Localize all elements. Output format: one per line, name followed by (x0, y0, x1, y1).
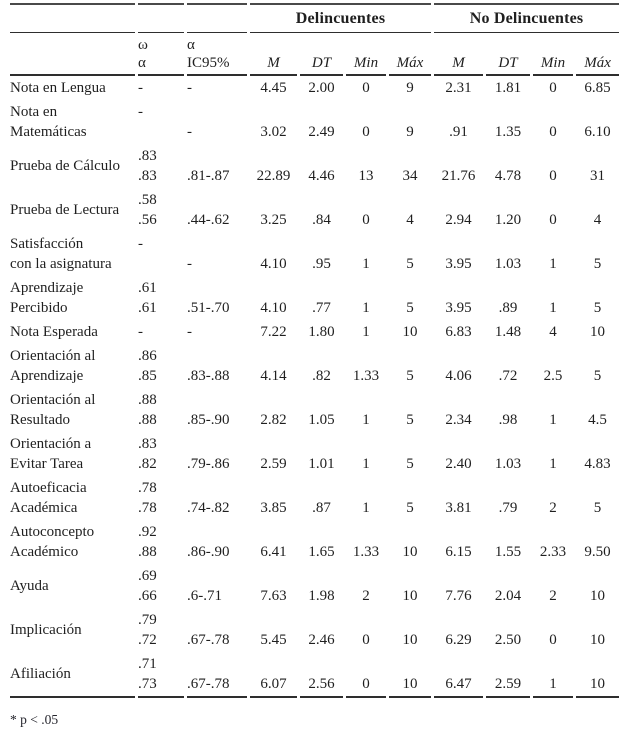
stat-cell-delincuentes: 10 (402, 632, 418, 648)
omega-alpha-cell: - (138, 236, 143, 252)
omega-alpha-cell: .83 .82 (138, 436, 157, 472)
stat-cell-delincuentes: 5 (406, 368, 414, 384)
stat-cell-delincuentes: 10 (402, 588, 418, 604)
stat-cell-no-delincuentes: 5 (593, 368, 602, 384)
stat-cell-delincuentes: 2.56 (300, 652, 343, 698)
alpha-ic95-cell: .79-.86 (187, 456, 230, 472)
stat-cell-delincuentes: 9 (406, 124, 414, 140)
stat-cell-delincuentes: 4.10 (260, 256, 287, 272)
stat-cell-delincuentes: 34 (402, 168, 418, 184)
stat-cell-no-delincuentes: 2.94 (445, 212, 472, 228)
stat-cell-no-delincuentes: .98 (498, 412, 518, 428)
omega-alpha-cell: .86 .85 (138, 348, 157, 384)
omega-alpha-cell: .78 .78 (138, 480, 157, 516)
stat-cell-delincuentes: 1.65 (308, 544, 335, 560)
omega-symbol: ω (138, 37, 148, 53)
stat-cell-delincuentes: 13 (358, 168, 374, 184)
stat-cell-no-delincuentes: 4.78 (494, 168, 522, 184)
stat-cell-delincuentes: 6.07 (250, 652, 297, 698)
stat-cell-delincuentes: 5 (406, 256, 414, 272)
stat-cell-delincuentes: .82 (312, 368, 331, 384)
table-row (10, 232, 619, 276)
stat-cell-no-delincuentes: 5 (593, 300, 602, 316)
stat-cell-no-delincuentes: 1 (549, 456, 557, 472)
stat-cell-delincuentes: .84 (312, 212, 331, 228)
stat-cell-delincuentes: 7.22 (260, 324, 287, 340)
row-label: Orientación al Aprendizaje (10, 348, 96, 384)
table-row (10, 608, 619, 652)
omega-alpha-cell: - (138, 324, 143, 340)
stat-cell-no-delincuentes: 0 (549, 124, 557, 140)
group-header-spacer (138, 3, 184, 33)
table-row (10, 388, 619, 432)
table-row (10, 652, 619, 698)
stat-cell-delincuentes: 0 (362, 632, 370, 648)
stat-cell-no-delincuentes: 1 (549, 412, 557, 428)
table-row (10, 476, 619, 520)
row-label: Nota Esperada (10, 324, 98, 340)
table-body (10, 76, 619, 698)
stat-cell-no-delincuentes: 1.81 (494, 80, 522, 96)
stat-cell-no-delincuentes: 0 (549, 212, 557, 228)
stat-cell-no-delincuentes: 10 (576, 652, 619, 698)
alpha-ic95-cell: - (187, 80, 192, 96)
group-header-delincuentes: Delincuentes (250, 3, 431, 33)
stat-cell-no-delincuentes: .72 (498, 368, 518, 384)
stat-cell-delincuentes: 0 (362, 212, 370, 228)
stat-cell-delincuentes: 4.10 (260, 300, 287, 316)
stat-cell-no-delincuentes: .91 (449, 124, 468, 140)
alpha-ic95-cell: .83-.88 (187, 368, 230, 384)
stat-cell-no-delincuentes: 2 (549, 588, 557, 604)
header-min-delincuentes: Min (346, 33, 386, 76)
alpha-symbol: α (187, 37, 195, 53)
omega-alpha-cell: .69 .66 (138, 568, 157, 604)
stat-cell-delincuentes: 1 (362, 256, 370, 272)
ic95-label: IC95% (187, 55, 230, 71)
row-label: Autoeficacia Académica (10, 480, 87, 516)
stat-cell-no-delincuentes: 6.85 (584, 80, 611, 96)
row-label: Ayuda (10, 578, 49, 594)
significance-footnote: * p < .05 (10, 712, 59, 727)
stat-cell-delincuentes: 22.89 (256, 168, 291, 184)
stat-cell-delincuentes: 5 (406, 300, 414, 316)
stat-cell-no-delincuentes: 3.95 (445, 256, 472, 272)
stat-cell-no-delincuentes: 5 (593, 256, 602, 272)
alpha-symbol: α (138, 55, 146, 71)
alpha-ic95-cell: .74-.82 (187, 500, 230, 516)
stat-cell-no-delincuentes: 21.76 (441, 168, 476, 184)
stat-cell-delincuentes: 3.25 (260, 212, 287, 228)
stat-cell-no-delincuentes: 2.50 (494, 632, 522, 648)
stat-cell-no-delincuentes: 1 (533, 652, 573, 698)
omega-alpha-cell: .79 .72 (138, 612, 157, 648)
stat-cell-no-delincuentes: 6.83 (445, 324, 472, 340)
omega-alpha-cell: .61 .61 (138, 280, 157, 316)
row-label: Nota en Lengua (10, 80, 106, 96)
stat-cell-delincuentes: 1.98 (308, 588, 335, 604)
stat-cell-no-delincuentes: 1.48 (494, 324, 522, 340)
table-row (10, 520, 619, 564)
stat-cell-no-delincuentes: 2 (549, 500, 557, 516)
stat-cell-no-delincuentes: 4 (593, 212, 602, 228)
table-row (10, 320, 619, 344)
stat-cell-delincuentes: 4.45 (260, 80, 287, 96)
header-max-delincuentes: Máx (389, 33, 431, 76)
descriptives-reliability-table (7, 3, 622, 698)
stat-cell-no-delincuentes: 10 (590, 632, 606, 648)
omega-alpha-cell: .58 .56 (138, 192, 157, 228)
stat-cell-delincuentes: 6.41 (260, 544, 287, 560)
stat-cell-delincuentes: 9 (406, 80, 414, 96)
table-row (10, 76, 619, 100)
stat-cell-delincuentes: 4.14 (260, 368, 287, 384)
row-label: Implicación (10, 622, 82, 638)
alpha-ic95-cell: .67-.78 (187, 632, 230, 648)
stat-cell-no-delincuentes: 5 (593, 500, 602, 516)
alpha-ic95-cell: .67-.78 (187, 652, 247, 698)
stat-cell-delincuentes: 0 (362, 124, 370, 140)
stat-cell-no-delincuentes: .89 (498, 300, 518, 316)
row-label: Orientación al Resultado (10, 392, 96, 428)
stat-cell-delincuentes: 0 (346, 652, 386, 698)
stat-cell-no-delincuentes: 2.31 (445, 80, 472, 96)
stat-cell-no-delincuentes: 2.34 (445, 412, 472, 428)
stat-cell-no-delincuentes: 1.20 (494, 212, 522, 228)
row-label: Autoconcepto Académico (10, 524, 95, 560)
alpha-ic95-cell: - (187, 256, 192, 272)
stat-cell-delincuentes: 5 (406, 500, 414, 516)
column-header-row (10, 33, 619, 76)
stat-cell-no-delincuentes: 2.59 (486, 652, 530, 698)
stat-cell-delincuentes: 2.59 (260, 456, 287, 472)
stat-cell-no-delincuentes: 10 (590, 324, 606, 340)
stat-cell-no-delincuentes: 2.04 (494, 588, 522, 604)
stat-cell-no-delincuentes: 7.76 (445, 588, 472, 604)
alpha-ic95-cell: .6-.71 (187, 588, 222, 604)
stat-cell-delincuentes: 1 (362, 412, 370, 428)
row-label: Afiliación (10, 652, 135, 698)
stat-cell-delincuentes: 5 (406, 412, 414, 428)
stat-cell-no-delincuentes: 6.47 (434, 652, 483, 698)
table-row (10, 100, 619, 144)
stat-cell-no-delincuentes: .79 (498, 500, 518, 516)
alpha-ic95-cell: - (187, 124, 192, 140)
stat-cell-no-delincuentes: 3.81 (445, 500, 472, 516)
stat-cell-no-delincuentes: 1.03 (494, 256, 522, 272)
table-row (10, 188, 619, 232)
stat-cell-delincuentes: .87 (312, 500, 331, 516)
stat-cell-delincuentes: 1.01 (308, 456, 335, 472)
stat-cell-delincuentes: 1 (362, 500, 370, 516)
alpha-ic95-column-header (187, 33, 247, 76)
header-max-no-delincuentes: Máx (576, 33, 619, 76)
omega-alpha-cell: .92 .88 (138, 524, 157, 560)
row-label: Nota en Matemáticas (10, 104, 87, 140)
stat-cell-no-delincuentes: 1.35 (494, 124, 522, 140)
stat-cell-no-delincuentes: 2.40 (445, 456, 472, 472)
stat-cell-delincuentes: .95 (312, 256, 331, 272)
group-header-no-delincuentes: No Delincuentes (434, 3, 619, 33)
alpha-ic95-cell: .85-.90 (187, 412, 230, 428)
stat-cell-no-delincuentes: 0 (549, 80, 557, 96)
stat-cell-no-delincuentes: 6.29 (445, 632, 472, 648)
stat-cell-delincuentes: 2.49 (308, 124, 335, 140)
stat-cell-no-delincuentes: 4.5 (588, 412, 607, 428)
stat-cell-no-delincuentes: 6.15 (445, 544, 472, 560)
stat-cell-delincuentes: 2.46 (308, 632, 335, 648)
stat-cell-delincuentes: 3.02 (260, 124, 287, 140)
stat-cell-no-delincuentes: 1 (549, 256, 557, 272)
stat-cell-no-delincuentes: 1.55 (494, 544, 522, 560)
stat-cell-no-delincuentes: 10 (590, 588, 606, 604)
stat-cell-delincuentes: 3.85 (260, 500, 287, 516)
stat-cell-delincuentes: 4.46 (308, 168, 335, 184)
stat-cell-no-delincuentes: 6.10 (584, 124, 611, 140)
stat-cell-delincuentes: 1 (362, 456, 370, 472)
stat-cell-delincuentes: 1 (362, 324, 370, 340)
omega-alpha-cell: .71 .73 (138, 652, 184, 698)
omega-alpha-cell: - (138, 80, 143, 96)
stat-cell-no-delincuentes: 4 (549, 324, 557, 340)
header-m-delincuentes: M (250, 33, 297, 76)
stat-cell-no-delincuentes: 31 (590, 168, 606, 184)
stat-cell-no-delincuentes: 4.06 (445, 368, 472, 384)
stat-cell-delincuentes: 7.63 (260, 588, 287, 604)
table-row (10, 276, 619, 320)
alpha-ic95-cell: .81-.87 (187, 168, 230, 184)
table-row (10, 564, 619, 608)
stat-cell-no-delincuentes: 0 (549, 168, 557, 184)
stat-cell-no-delincuentes: 1.03 (494, 456, 522, 472)
row-label: Prueba de Cálculo (10, 158, 120, 174)
stat-cell-no-delincuentes: 4.83 (584, 456, 611, 472)
stat-cell-delincuentes: 1.33 (352, 368, 380, 384)
header-min-no-delincuentes: Min (533, 33, 573, 76)
table-row (10, 344, 619, 388)
omega-alpha-cell: .83 .83 (138, 148, 157, 184)
stat-cell-delincuentes: 2.00 (308, 80, 335, 96)
stat-cell-delincuentes: 1.33 (352, 544, 380, 560)
alpha-ic95-cell: - (187, 324, 192, 340)
row-label: Prueba de Lectura (10, 202, 120, 218)
measure-column-header (10, 33, 135, 76)
stat-cell-no-delincuentes: 9.50 (584, 544, 611, 560)
stat-cell-delincuentes: .77 (312, 300, 331, 316)
group-header-spacer (10, 3, 135, 33)
stat-cell-delincuentes: 10 (402, 324, 418, 340)
header-dt-delincuentes: DT (300, 33, 343, 76)
stat-cell-delincuentes: 5 (406, 456, 414, 472)
stat-cell-delincuentes: 1.80 (308, 324, 335, 340)
omega-alpha-column-header (138, 33, 184, 76)
row-label: Aprendizaje Percibido (10, 280, 84, 316)
table-row (10, 432, 619, 476)
stat-cell-no-delincuentes: 3.95 (445, 300, 472, 316)
alpha-ic95-cell: .44-.62 (187, 212, 230, 228)
stat-cell-delincuentes: 1 (362, 300, 370, 316)
header-m-no-delincuentes: M (434, 33, 483, 76)
stat-cell-delincuentes: 1.05 (308, 412, 335, 428)
stat-cell-delincuentes: 10 (402, 544, 418, 560)
stat-cell-delincuentes: 5.45 (260, 632, 287, 648)
stat-cell-no-delincuentes: 2.5 (543, 368, 563, 384)
stat-cell-delincuentes: 0 (362, 80, 370, 96)
header-dt-no-delincuentes: DT (486, 33, 530, 76)
group-header-spacer (187, 3, 247, 33)
row-label: Satisfacción con la asignatura (10, 236, 112, 272)
stat-cell-delincuentes: 10 (389, 652, 431, 698)
alpha-ic95-cell: .86-.90 (187, 544, 230, 560)
table-row (10, 144, 619, 188)
stat-cell-no-delincuentes: 2.33 (539, 544, 567, 560)
stat-cell-no-delincuentes: 0 (549, 632, 557, 648)
stat-cell-delincuentes: 2 (362, 588, 370, 604)
stat-cell-no-delincuentes: 1 (549, 300, 557, 316)
omega-alpha-cell: - (138, 104, 143, 120)
group-header-row (10, 3, 619, 33)
stat-cell-delincuentes: 2.82 (260, 412, 287, 428)
alpha-ic95-cell: .51-.70 (187, 300, 230, 316)
omega-alpha-cell: .88 .88 (138, 392, 157, 428)
stat-cell-delincuentes: 4 (406, 212, 414, 228)
row-label: Orientación a Evitar Tarea (10, 436, 92, 472)
